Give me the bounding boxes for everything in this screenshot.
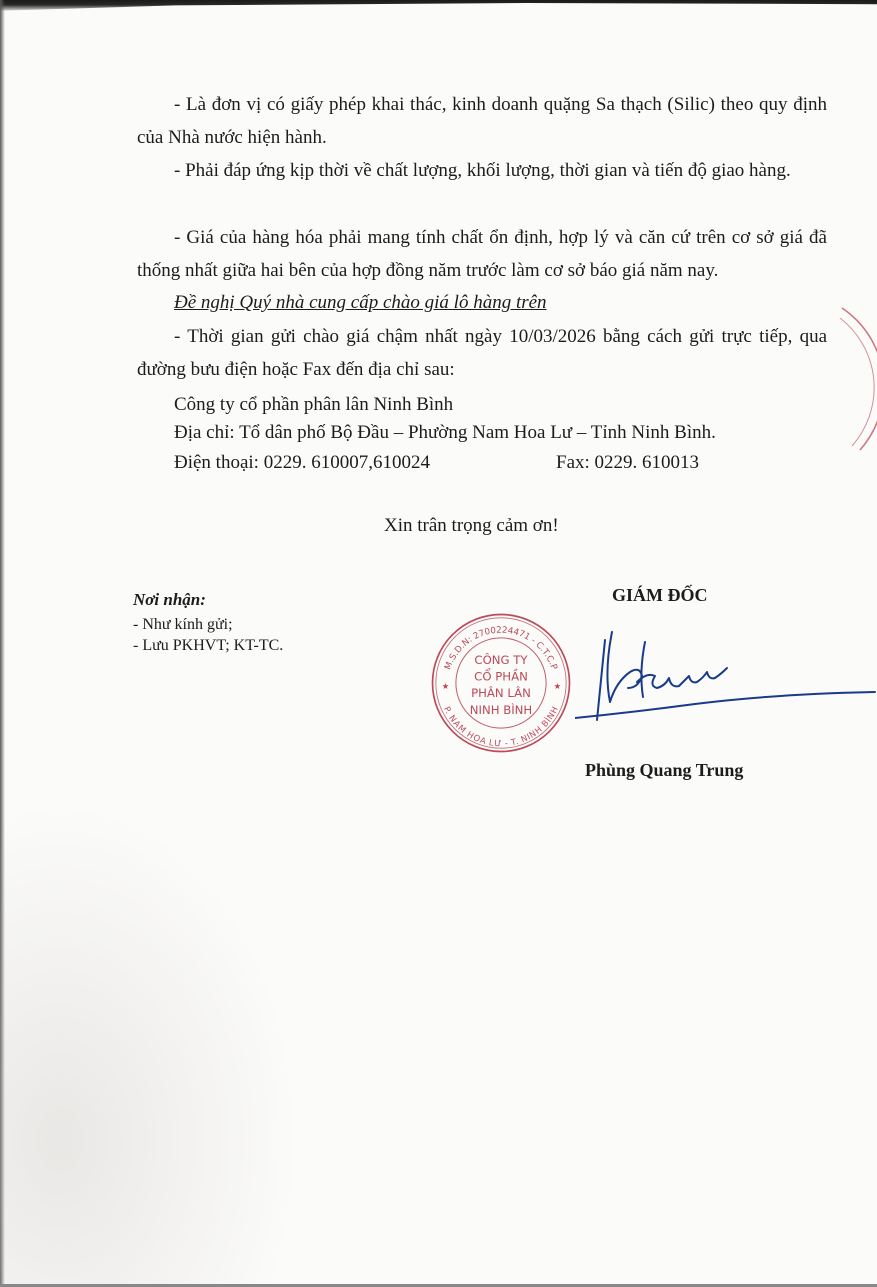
deadline-paragraph: - Thời gian gửi chào giá chậm nhất ngày 10/03/2026 bằng cách gửi trực tiếp, qua đường bưu điện hoặc Fax đến địa chỉ sau: (137, 326, 827, 380)
partial-stamp-seal (840, 300, 877, 460)
stamp-center-line: NINH BÌNH (469, 702, 533, 717)
handwritten-signature (575, 610, 877, 750)
request-heading: Đề nghị Quý nhà cung cấp chào giá lô hàng trên (174, 292, 547, 313)
signer-title: GIÁM ĐỐC (612, 585, 708, 605)
company-name: Công ty cổ phần phân lân Ninh Bình (174, 394, 454, 415)
company-stamp-seal (430, 612, 572, 754)
company-fax: Fax: 0229. 610013 (556, 452, 700, 473)
requirement-delivery: - Phải đáp ứng kịp thời về chất lượng, khối lượng, thời gian và tiến độ giao hàng. (174, 160, 791, 181)
requirement-license: - Là đơn vị có giấy phép khai thác, kinh doanh quặng Sa thạch (Silic) theo quy định của Nhà nước hiện hành. (137, 94, 827, 148)
stamp-center-line: PHÂN LÂN (471, 686, 531, 701)
closing-thanks: Xin trân trọng cảm ơn! (384, 515, 559, 536)
recipients-heading: Nơi nhận: (133, 590, 206, 609)
recipient-item: - Như kính gửi; (133, 616, 233, 633)
requirement-price: - Giá của hàng hóa phải mang tính chất ổn định, hợp lý và căn cứ trên cơ sở giá đã thống nhất giữa hai bên của hợp đồng năm trước làm cơ sở báo giá năm nay. (137, 227, 827, 281)
stamp-outer-top-text: M.S.D.N: 2700224471 - C.T.C.P (443, 625, 559, 672)
signer-name: Phùng Quang Trung (585, 760, 744, 780)
company-address: Địa chỉ: Tổ dân phố Bộ Đầu – Phường Nam Hoa Lư – Tỉnh Ninh Bình. (174, 422, 716, 443)
company-phone: Điện thoại: 0229. 610007,610024 (174, 452, 430, 473)
stamp-center-line: CÔNG TY (474, 652, 528, 667)
stamp-outer-bottom-text: P. NAM HOA LƯ - T. NINH BÌNH (442, 704, 560, 749)
stamp-center-line: CỔ PHẦN (474, 669, 528, 684)
stamp-star-left: ★ (441, 680, 450, 691)
recipient-item: - Lưu PKHVT; KT-TC. (133, 637, 284, 654)
recipients-block (133, 590, 283, 656)
stamp-star-right: ★ (553, 680, 562, 691)
